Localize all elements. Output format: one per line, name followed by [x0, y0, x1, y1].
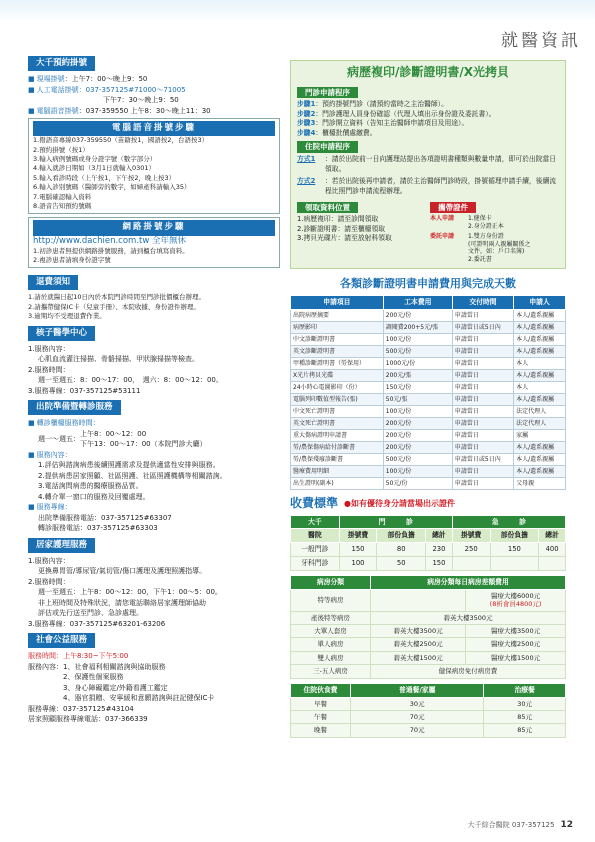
square-bullet-icon: ■	[28, 503, 35, 512]
fee-table-cell: 100元/份	[383, 406, 452, 418]
meal-table: 住院伙食費 普通餐/家屬 治療餐 早餐 30元 30元 午餐 70元 85元 晚餐 70元 85元	[290, 683, 566, 738]
ward-row	[291, 625, 566, 638]
web-steps-title: 網路掛號步驟	[33, 220, 275, 235]
fee-table-row	[291, 418, 566, 430]
fee-table-cell: 本人/遺系親屬	[514, 454, 566, 466]
charges-cell: 400	[539, 543, 566, 557]
ward-fee-cell: 碧英大樓3500元	[371, 625, 466, 638]
fee-table-title: 各類診斷證明書申請費用與完成天數	[340, 277, 516, 291]
fee-table-cell: 本人/遺系親屬	[514, 334, 566, 346]
fee-table-cell: 重大傷病證明申請書	[291, 430, 384, 442]
fee-table-cell: 本人/遺系親屬	[514, 465, 566, 477]
discharge-hours: 週一～週五： 上午8：00～12：00 下午13：00～17：00（本院門診大廳）	[38, 429, 207, 449]
ward-fee-cell	[466, 589, 566, 611]
fee-table-cell: 出生證明(副本)	[291, 477, 384, 489]
left-column: 大千預約掛號 ■ 現場掛號：上午7：00～晚上9：50 ■ 人工電話掛號：037-357125#71000～71005 下午7：30～晚上9：50 ■ 電腦語音掛號：037-359550 上午8：30～晚上11：30 電腦語音掛號步驟 1.撥語音專線037-359550（苗籍按1，國語按2，台語按3） 2.預約掛號（按1） 3.輸入病例號碼或身分證字號（數字部分） 4.輸入就診日期如（3月1日就輸入0301） 5.輸入看診時段（上午按1，下午按2，晚上按3） 6.輸入診別號碼（醫師旁的數字，如婦產科請輸入35） 7.電腦確認輸入資料 8.語音告知預約號碼 網路掛號步驟 http://www.dachien.com.tw 全年無休 1.初診患者無提供網路掛號服務，請到櫃台填寫資料。 2.複診患者請填身份證字號 退費須知 1.請於就醫日起10日內於本院門診時間至門診批價櫃台辦理。 2.請攜帶健保IC卡（兒童手冊）、本院收據、身份證件辦理。 3.逾期均不受理退費作業。 核子醫學中心 1.服務內容： 心肌血流灌注掃描、骨骼掃描、甲狀腺掃描等檢查。 2.服務時間： 週一至週五：8：00～17：00， 週六：8：00～12：00。 3.服務專線：037-357125#53111 出院準備暨轉診服務 ■ 轉診櫃檯服務時間： 週一～週五： 上午8：00～12：00 下午13：00～17：00（本院門診大廳） ■ 服務內容： 1.評估與諮詢病患後續照護需求及提供適當性安排與服務。 2.提供病患居家照顧、社區照護、社區照護機構等相關諮詢。 3.電話詢問病患的醫療服務品質。 4.轉介單一窗口的服務及回覆處理。 ■ 服務專線： 出院準備服務電話：037-357125#63307 轉診服務電話：037-357125#63303 居家護理服務 1.服務內容： 更換鼻胃管/導尿管/氣切管/傷口護理及護理照護指導。 2.服務時間： 週一至週五：上午8：00～12：00，下午1：00～5：00。 非上班時間及特殊狀況，請您電話聯絡居家護理師協助 評估或先行送至門診、急診處理。 3.服務專線：037-357125#63201-63206 社會公益服務 服務時間：上午8:30~下午5:00 服務內容： 1、社會福利相關諮詢與協助服務 2、保護性個案服務 3、身心障礙鑑定/外籍看護工鑑定 4、器官捐贈、安寧緩和意願諮詢與註記健保IC卡 服務專線：037-357125#43104 居家照顧服務專線電話：037-366339	[28, 56, 280, 725]
charges-cell: 一般門診	[291, 543, 340, 557]
charges-subheader: 總計	[539, 529, 566, 543]
meal-row	[291, 711, 566, 724]
fee-table-cell: 150元/份	[383, 382, 452, 394]
charges-subheader: 掛號費	[339, 529, 377, 543]
ward-row	[291, 589, 566, 611]
fee-table-cell: 50元/張	[383, 394, 452, 406]
fee-table-row	[291, 442, 566, 454]
web-url-line: http://www.dachien.com.tw 全年無休	[33, 235, 187, 246]
fee-table-row	[291, 430, 566, 442]
fee-table-cell: 勞/農保殘廢診斷書	[291, 454, 384, 466]
page-title: 就醫資訊	[501, 31, 581, 51]
charges-cell: 250	[452, 543, 490, 557]
ward-type-cell: 大單人套房	[291, 625, 371, 638]
discharge-title: 出院準備暨轉診服務	[28, 400, 121, 415]
charges-subheader: 部份負擔	[377, 529, 426, 543]
fee-table-cell: 甲種診斷證明書（勞保用）	[291, 358, 384, 370]
square-bullet-icon: ■	[28, 450, 35, 459]
charges-header	[290, 496, 566, 512]
fee-table-cell: 病歷影印	[291, 322, 384, 334]
fee-table-cell: 英文死亡證明書	[291, 418, 384, 430]
social-title: 社會公益服務	[28, 633, 95, 648]
charges-cell: 80	[377, 543, 426, 557]
charges-subheader: 部份負擔	[490, 529, 539, 543]
charges-cell: 230	[426, 543, 453, 557]
ward-fee-cell	[466, 638, 566, 651]
charges-cell	[490, 557, 539, 571]
copy-service-box: 病歷複印/診斷證明書/X光拷貝 門診申請程序 步驟1：預約掛號門診（請預約當時之主治醫師）。 步驟2：門診護理人員身份確認（代理人填出示身份證及委託書）。 步驟3：門診開立資料（告知主治醫師申請項目及用途）。 步驟4：櫃檯批價處繳費。 住院申請程序 方式1 ：請於出院前一日向護理站提出各項證明書種類與數量申請，即可於出院當日領取。 方式2 ：若於出院後再申請者，請於主治醫師門診時段，掛號循理申請手續，後續流程比照門診申請流程辦理。 領取資料位置 1.病歷複印：請至診間領取 2.診斷證明書：請至櫃檯領取 3.拷貝光碟片：請至放射科領取 攜帶證件 本人申請 1.健保卡 2.身分證正本 委託申請 1.雙方身份證 (可證明兩人親屬關係之 文件，如：戶口名簿) 2.委託書	[290, 60, 566, 269]
fee-table-row	[291, 382, 566, 394]
fee-table-row	[291, 370, 566, 382]
fee-table-cell: 申請當日	[452, 406, 513, 418]
charges-note: ●如有優待身分請當場出示證件	[344, 498, 455, 508]
fee-table-cell: 申請當日	[452, 370, 513, 382]
meal-cell: 70元	[351, 724, 484, 737]
voice-steps-title: 電腦語音掛號步驟	[33, 121, 275, 136]
fee-table-header: 申請項目	[291, 296, 384, 310]
ward-fee-cell: 碧英大樓1500元	[371, 651, 466, 664]
ward-fee-cell	[371, 589, 466, 611]
ward-fee-cell: 碧英大樓3500元	[371, 611, 566, 624]
fee-table-cell: 100元/份	[383, 465, 452, 477]
fee-table-cell: 申請當日	[452, 334, 513, 346]
charges-cell: 50	[377, 557, 426, 571]
meal-cell: 70元	[351, 711, 484, 724]
fee-table-row	[291, 477, 566, 489]
ward-row	[291, 651, 566, 664]
fee-table-cell: 500元/份	[383, 454, 452, 466]
fee-table-cell: 1000元/份	[383, 358, 452, 370]
page-header	[0, 0, 595, 60]
fee-table-cell: 50元/份	[383, 477, 452, 489]
meal-cell: 早餐	[291, 697, 351, 710]
ward-fee-line: 醫療大樓1500元	[491, 653, 541, 662]
fee-table-row	[291, 394, 566, 406]
fee-table-row	[291, 334, 566, 346]
fee-table-row	[291, 406, 566, 418]
voice-steps-list: 1.撥語音專線037-359550（苗籍按1，國語按2，台語按3） 2.預約掛號（按1） 3.輸入病例號碼或身分證字號（數字部分） 4.輸入就診日期如（3月1日就輸入0301） 5.輸入看診時段（上午按1，下午按2，晚上按3） 6.輸入診別號碼（醫師旁的數字，如婦產科請輸入35） 7.電腦確認輸入資料 8.語音告知預約號碼	[33, 136, 209, 211]
ward-fee-note: (8析會員4800元)	[489, 600, 542, 609]
fee-table-row	[291, 358, 566, 370]
fee-table-cell: 申請當日	[452, 346, 513, 358]
fee-table-cell: 200元/份	[383, 310, 452, 322]
receive-tag: 領取資料位置	[297, 202, 358, 214]
ward-fee-line: 醫療大樓3500元	[491, 627, 541, 635]
fee-table-cell: 本人/遺系親屬	[514, 322, 566, 334]
ward-fee-line: 醫療大樓2500元	[491, 640, 541, 649]
charges-cell: 150	[426, 557, 453, 571]
fee-table-cell: 本人	[514, 382, 566, 394]
fee-table-cell: 中文死亡證明書	[291, 406, 384, 418]
inpatient-tag: 住院申請程序	[297, 141, 358, 153]
charges-subheader: 掛號費	[452, 529, 490, 543]
charges-cell	[539, 557, 566, 571]
ward-row	[291, 638, 566, 651]
refund-list: 1.請於就醫日起10日內於本院門診時間至門診批價櫃台辦理。 2.請攜帶健保IC卡（兒童手冊）、本院收據、身份證件辦理。 3.逾期均不受理退費作業。	[28, 293, 205, 321]
fee-table-cell: 申請當日	[452, 418, 513, 430]
fee-table-cell: 申請當日	[452, 310, 513, 322]
fee-table-cell: 本人	[514, 358, 566, 370]
charges-cell: 150	[490, 543, 539, 557]
page-number: 12	[560, 820, 573, 831]
ward-fee-cell: 碧英大樓2500元	[371, 638, 466, 651]
registration-line: ■ 人工電話掛號：037-357125#71000～71005	[28, 85, 186, 94]
charges-subheader: 醫院	[291, 529, 340, 543]
fee-table-cell: 200元/張	[383, 370, 452, 382]
fee-table-cell: 調閱費200+5元/張	[383, 322, 452, 334]
charges-cell: 150	[339, 543, 377, 557]
fee-table-cell: 申請當日	[452, 477, 513, 489]
ward-row	[291, 611, 566, 624]
ward-fee-line: 醫療大樓6000元	[491, 591, 541, 600]
fee-table-row	[291, 465, 566, 477]
fee-table-row	[291, 346, 566, 358]
fee-table-cell: 申請當日或5日內	[452, 454, 513, 466]
square-bullet-icon: ■	[28, 419, 35, 428]
home-care-title: 居家護理服務	[28, 538, 95, 553]
charges-subheader: 總計	[426, 529, 453, 543]
square-bullet-icon: ■	[28, 75, 35, 84]
fee-table-cell: 100元/份	[383, 334, 452, 346]
fee-table-cell: 父母親	[514, 477, 566, 489]
ward-row	[291, 665, 566, 678]
fee-table-cell: 200元/份	[383, 442, 452, 454]
fee-table-header: 申請人	[514, 296, 566, 310]
fee-table-cell: 家屬	[514, 430, 566, 442]
charges-row	[291, 557, 566, 571]
ward-type-cell: 特等病房	[291, 589, 371, 611]
ward-fee-cell	[466, 625, 566, 638]
fee-table-cell: 電腦列印數值型報告(張)	[291, 394, 384, 406]
fee-table-cell: 申請當日或5日內	[452, 322, 513, 334]
web-steps-box: 網路掛號步驟 http://www.dachien.com.tw 全年無休 1.初診患者無提供網路掛號服務，請到櫃台填寫資料。 2.複診患者請填身份證字號	[28, 217, 280, 268]
page-footer: 大千綜合醫院 037-357125 12	[467, 820, 573, 831]
voice-steps-box	[28, 118, 280, 214]
right-column	[290, 60, 566, 738]
square-bullet-icon: ■	[28, 106, 35, 115]
ward-type-cell: 雙人病房	[291, 651, 371, 664]
fee-table-cell: 200元/份	[383, 430, 452, 442]
web-url-link[interactable]: http://www.dachien.com.tw	[33, 235, 150, 246]
fee-table-cell: 出院病歷摘要	[291, 310, 384, 322]
square-bullet-icon: ■	[28, 85, 35, 94]
dot-icon: ●	[344, 498, 351, 508]
fee-table-cell: 中文診斷證明書	[291, 334, 384, 346]
meal-cell: 30元	[484, 697, 566, 710]
nuclear-title: 核子醫學中心	[28, 326, 95, 341]
ward-table: 病房分類 病房分類每日病房差額費用 特等病房 醫療大樓6000元 (8析會員4800元) 產後特等病房 碧英大樓3500元 大單人套房 碧英大樓3500元 醫療大樓3500元 單人病房 碧英大樓2500元 醫療大樓2500元 雙人病房 碧英大樓1500元 醫療大樓1500元 三-五人病房 健保病房免付病房費	[290, 575, 566, 679]
fee-table-cell: 申請當日	[452, 442, 513, 454]
fee-table-cell: 申請當日	[452, 382, 513, 394]
fee-table-header: 交付時間	[452, 296, 513, 310]
fee-table-cell: 勞/農保傷病給付診斷書	[291, 442, 384, 454]
fee-table-cell: 200元/份	[383, 418, 452, 430]
registration-line: 下午7：30～晚上9：50	[103, 96, 179, 105]
charges-title: 收費標準	[290, 495, 339, 510]
fee-table-cell: 本人/遺系親屬	[514, 394, 566, 406]
bring-tag: 攜帶證件	[430, 202, 476, 214]
meal-cell: 85元	[484, 711, 566, 724]
registration-title: 大千預約掛號	[28, 56, 95, 71]
meal-cell: 午餐	[291, 711, 351, 724]
ward-type-cell: 單人病房	[291, 638, 371, 651]
charges-cell	[452, 557, 490, 571]
registration-line: ■ 現場掛號：上午7：00～晚上9：50	[28, 75, 148, 84]
charges-cell: 100	[339, 557, 377, 571]
ward-fee-cell	[466, 651, 566, 664]
fee-table-header: 工本費用	[383, 296, 452, 310]
fee-table	[290, 295, 566, 490]
fee-table-cell: X光片拷貝光碟	[291, 370, 384, 382]
fee-table-cell: 申請當日	[452, 358, 513, 370]
header-band	[0, 0, 595, 22]
fee-table-cell: 本人/遺系親屬	[514, 442, 566, 454]
fee-table-cell: 本人/遺系親屬	[514, 346, 566, 358]
copy-service-title: 病歷複印/診斷證明書/X光拷貝	[346, 65, 510, 79]
ward-type-cell: 三-五人病房	[291, 665, 371, 678]
clinic-tag: 門診申請程序	[297, 87, 358, 99]
refund-title: 退費須知	[28, 275, 78, 290]
fee-table-cell: 申請當日	[452, 430, 513, 442]
meal-row	[291, 697, 566, 710]
meal-row	[291, 724, 566, 737]
meal-cell: 85元	[484, 724, 566, 737]
ward-type-cell: 產後特等病房	[291, 611, 371, 624]
meal-cell: 30元	[351, 697, 484, 710]
fee-table-cell: 本人/遺系親屬	[514, 310, 566, 322]
fee-table-cell: 英文診斷證明書	[291, 346, 384, 358]
fee-table-row	[291, 322, 566, 334]
fee-table-row	[291, 310, 566, 322]
fee-table-cell: 申請當日	[452, 465, 513, 477]
meal-cell: 晚餐	[291, 724, 351, 737]
fee-table-row	[291, 454, 566, 466]
fee-table-cell: 醫療費用明細	[291, 465, 384, 477]
charges-row	[291, 543, 566, 557]
fee-table-cell: 本人/遺系親屬	[514, 370, 566, 382]
charges-table: 大千 門 診 急 診 醫院 掛號費 部份負擔 總計 掛號費 部份負擔 總計 一般門診 150 80 230 250 150 400 牙科門診 100 50 150	[290, 515, 566, 571]
fee-table-cell: 法定代理人	[514, 418, 566, 430]
fee-table-cell: 24小時心電圖影印（份）	[291, 382, 384, 394]
fee-table-cell: 500元/份	[383, 346, 452, 358]
fee-table-cell: 申請當日	[452, 394, 513, 406]
registration-line: ■ 電腦語音掛號：037-359550 上午8：30～晚上11：30	[28, 106, 211, 115]
charges-cell: 牙科門診	[291, 557, 340, 571]
fee-table-cell: 法定代理人	[514, 406, 566, 418]
ward-fee-cell: 健保病房免付病房費	[371, 665, 566, 678]
